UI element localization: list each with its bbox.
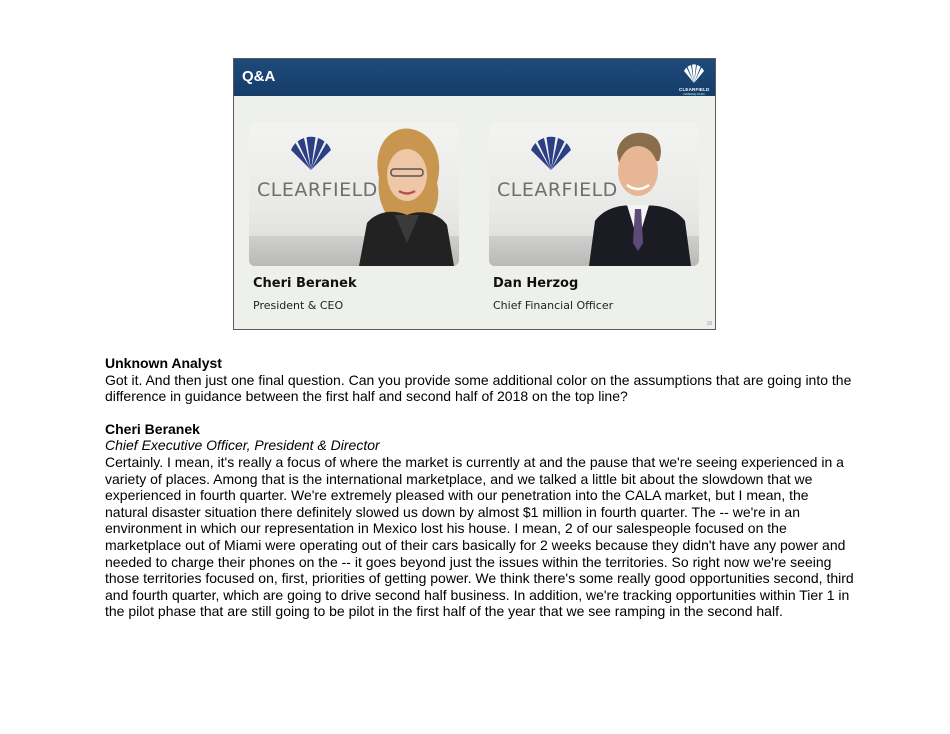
speaker-name: Unknown Analyst — [105, 355, 222, 371]
qa-slide — [233, 58, 716, 330]
logo-subtext: NASDAQ:CLFD — [683, 92, 705, 96]
backdrop-brand-text: CLEARFIELD — [497, 179, 618, 201]
transcript-entry — [105, 355, 855, 405]
slide-page-number: 18 — [706, 321, 712, 327]
shell-logo-icon — [681, 62, 707, 84]
slide-header-bar — [234, 59, 715, 96]
person-portrait-icon — [349, 123, 459, 266]
person-portrait-icon — [589, 123, 699, 266]
transcript-entry — [105, 421, 855, 620]
logo-text: CLEARFIELD — [679, 87, 710, 92]
clearfield-shell-icon — [287, 133, 335, 171]
backdrop-brand-text: CLEARFIELD — [257, 179, 378, 201]
transcript — [105, 355, 855, 636]
photo-dan-herzog — [489, 123, 699, 266]
clearfield-shell-icon — [527, 133, 575, 171]
person-role-cheri: President & CEO — [253, 299, 344, 312]
speaker-text: Got it. And then just one final question. Can you provide some additional color on the assumptions that are going into the difference in guidance between the first half and second half of 2018 on the top line? — [105, 371, 852, 405]
speaker-name: Cheri Beranek — [105, 420, 200, 437]
person-name-cheri: Cheri Beranek — [253, 276, 357, 291]
person-role-dan: Chief Financial Officer — [493, 299, 614, 312]
slide-title: Q&A — [242, 68, 276, 85]
clearfield-logo — [679, 62, 709, 94]
person-name-dan: Dan Herzog — [493, 276, 579, 291]
speaker-text: Certainly. I mean, it's really a focus of where the market is currently at and the pause that we're seeing experienced in a variety of places. Among that is the international marketplace, and we talked a little bit about the slowdown that we experienced in fourth quarter. We're extremely pleased with our penetration into the CALA market, but I mean, the natural disaster situation there definitely slowed us down by almost $1 million in fourth quarter. The -- we're in an environment in which our representation in Mexico lost his house. I mean, 2 of our salespeople focused on the marketplace out of Miami were operating out of their cars basically for 2 weeks because they didn't have any power and needed to charge their phones on the -- it goes beyond just the issues within the territories. So right now we're seeing those territories focused on, first, priorities of getting power. We think there's some really good opportunities second, third and fourth quarter, which are going to drive second half business. In addition, we're tracking opportunities within Tier 1 in the pilot phase that are still going to be pilot in the first half of the year that we see ramping in the second half. — [105, 453, 854, 620]
photo-cheri-beranek — [249, 123, 459, 266]
speaker-title: Chief Executive Officer, President & Director — [105, 437, 380, 454]
